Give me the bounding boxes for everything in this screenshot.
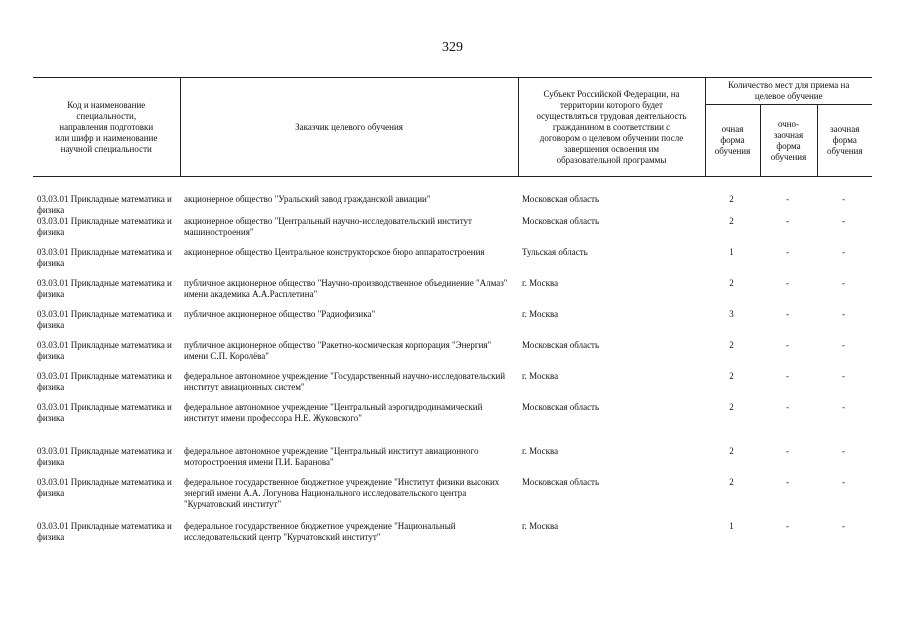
cell-extramural: - [842, 402, 845, 412]
cell-fulltime: 2 [729, 446, 734, 456]
target-admission-table [33, 77, 872, 552]
header-region: Субъект Российской Федерации, на территории которого будет осуществляться трудовая деятельность гражданином в соответствии с договором о целевом обучении после завершения освоения им образовательной программы [518, 78, 705, 177]
table-row [33, 371, 872, 402]
table-row [33, 340, 872, 371]
cell-fulltime: 2 [729, 216, 734, 226]
cell-customer: федеральное государственное бюджетное учреждение "Национальный исследовательский центр "Курчатовский институт" [184, 521, 456, 542]
cell-region: г. Москва [522, 446, 559, 456]
cell-extramural: - [842, 477, 845, 487]
table-row [33, 247, 872, 278]
cell-region: г. Москва [522, 371, 559, 381]
cell-code: 03.03.01 Прикладные математика и физика [37, 402, 172, 423]
cell-region: г. Москва [522, 521, 559, 531]
cell-region: г. Москва [522, 309, 559, 319]
cell-region: г. Москва [522, 278, 559, 288]
cell-region: Московская область [522, 477, 600, 487]
cell-fulltime: 2 [729, 402, 734, 412]
cell-fulltime: 1 [729, 521, 734, 531]
table-row [33, 477, 872, 521]
cell-extramural: - [842, 247, 845, 257]
cell-customer: акционерное общество "Центральный научно-исследовательский институт машиностроения" [184, 216, 472, 237]
cell-customer: акционерное общество Центральное конструкторское бюро аппаратостроения [184, 247, 485, 257]
cell-customer: акционерное общество "Уральский завод гражданской авиации" [184, 194, 431, 204]
header-fulltime: очная форма обучения [705, 105, 760, 177]
cell-code: 03.03.01 Прикладные математика и физика [37, 446, 172, 467]
header-places: Количество мест для приема на целевое обучение [705, 78, 872, 105]
cell-customer: публичное акционерное общество "Научно-производственное объединение "Алмаз" имени академика А.А.Расплетина" [184, 278, 508, 299]
cell-fulltime: 3 [729, 309, 734, 319]
cell-fulltime: 2 [729, 477, 734, 487]
cell-parttime: - [786, 477, 789, 487]
table-header [33, 78, 872, 177]
cell-parttime: - [786, 247, 789, 257]
cell-code: 03.03.01 Прикладные математика и физика [37, 247, 172, 268]
cell-extramural: - [842, 446, 845, 456]
table-row [33, 309, 872, 340]
cell-region: Московская область [522, 340, 600, 350]
table-row [33, 278, 872, 309]
table-body [33, 177, 872, 553]
cell-region: Московская область [522, 216, 600, 226]
cell-parttime: - [786, 371, 789, 381]
cell-extramural: - [842, 340, 845, 350]
header-extramural: заочная форма обучения [817, 105, 872, 177]
cell-code: 03.03.01 Прикладные математика и физика [37, 371, 172, 392]
cell-fulltime: 2 [729, 340, 734, 350]
cell-extramural: - [842, 216, 845, 226]
cell-customer: публичное акционерное общество "Ракетно-космическая корпорация "Энергия" имени С.П. Королёва" [184, 340, 492, 361]
table-row [33, 402, 872, 446]
cell-parttime: - [786, 309, 789, 319]
cell-parttime: - [786, 194, 789, 204]
cell-customer: федеральное автономное учреждение "Государственный научно-исследовательский институт авиационных систем" [184, 371, 506, 392]
table-row [33, 216, 872, 247]
cell-extramural: - [842, 371, 845, 381]
cell-customer: федеральное государственное бюджетное учреждение "Институт физики высоких энергий имени А.А. Логунова Национального исследовательского центра "Курчатовский институт" [184, 477, 500, 509]
cell-parttime: - [786, 216, 789, 226]
cell-parttime: - [786, 278, 789, 288]
cell-region: Московская область [522, 402, 600, 412]
cell-parttime: - [786, 340, 789, 350]
cell-code: 03.03.01 Прикладные математика и физика [37, 477, 172, 498]
cell-code: 03.03.01 Прикладные математика и физика [37, 309, 172, 330]
cell-parttime: - [786, 521, 789, 531]
cell-code: 03.03.01 Прикладные математика и физика [37, 216, 172, 237]
table-row [33, 446, 872, 477]
header-parttime: очно-заочная форма обучения [760, 105, 817, 177]
cell-customer: федеральное автономное учреждение "Центральный аэрогидродинамический институт имени профессора Н.Е. Жуковского" [184, 402, 483, 423]
cell-customer: публичное акционерное общество "Радиофизика" [184, 309, 376, 319]
header-code: Код и наименование специальности, направления подготовки или шифр и наименование научной специальности [33, 78, 180, 177]
cell-customer: федеральное автономное учреждение "Центральный институт авиационного моторостроения имени П.И. Баранова" [184, 446, 479, 467]
cell-parttime: - [786, 402, 789, 412]
cell-code: 03.03.01 Прикладные математика и физика [37, 278, 172, 299]
cell-fulltime: 1 [729, 247, 734, 257]
cell-fulltime: 2 [729, 194, 734, 204]
cell-extramural: - [842, 309, 845, 319]
cell-parttime: - [786, 446, 789, 456]
cell-code: 03.03.01 Прикладные математика и физика [37, 521, 172, 542]
cell-code: 03.03.01 Прикладные математика и физика [37, 194, 172, 215]
cell-fulltime: 2 [729, 371, 734, 381]
cell-extramural: - [842, 278, 845, 288]
table-row [33, 521, 872, 552]
cell-fulltime: 2 [729, 278, 734, 288]
cell-extramural: - [842, 194, 845, 204]
cell-code: 03.03.01 Прикладные математика и физика [37, 340, 172, 361]
cell-region: Московская область [522, 194, 600, 204]
page-number: 329 [442, 40, 463, 55]
table-row [33, 177, 872, 217]
cell-region: Тульская область [522, 247, 588, 257]
cell-extramural: - [842, 521, 845, 531]
header-customer: Заказчик целевого обучения [180, 78, 518, 177]
